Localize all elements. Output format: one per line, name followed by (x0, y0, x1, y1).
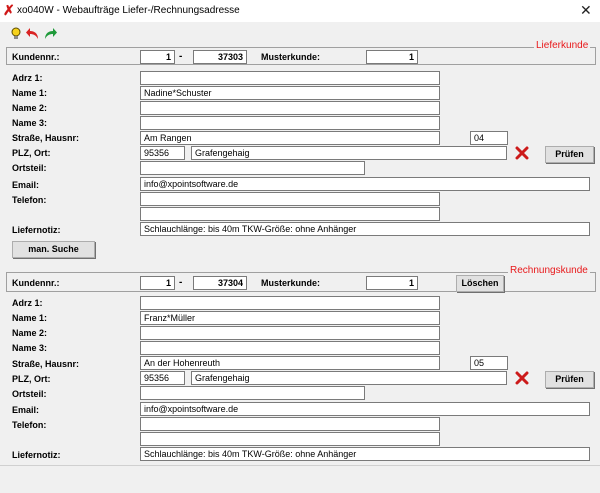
rechnung-musterkunde-field[interactable]: 1 (366, 276, 418, 290)
rechnung-musterkunde-label: Musterkunde: (261, 278, 321, 288)
liefer-plz-field[interactable]: 95356 (140, 146, 185, 160)
liefer-liefernotiz-field[interactable]: Schlauchlänge: bis 40m TKW-Größe: ohne Anhänger (140, 222, 590, 236)
man-suche-button[interactable]: man. Suche (12, 241, 95, 258)
rechnung-name3-field[interactable] (140, 341, 440, 355)
lightbulb-icon[interactable] (8, 26, 24, 42)
rechnung-strasse-field[interactable]: An der Hohenreuth (140, 356, 440, 370)
lieferkunde-legend: Lieferkunde (536, 40, 589, 51)
liefer-email-label: Email: (12, 180, 40, 190)
liefer-musterkunde-label: Musterkunde: (261, 52, 321, 62)
rechnung-adrz1-label: Adrz 1: (12, 298, 43, 308)
rechnung-red-x-icon (515, 371, 529, 385)
liefer-hausnr-field[interactable]: 04 (470, 131, 508, 145)
rechnung-telefon1-field[interactable] (140, 417, 440, 431)
liefer-pruefen-button[interactable]: Prüfen (545, 146, 594, 163)
window-title: xo040W - Webaufträge Liefer-/Rechnungsadresse (17, 5, 240, 16)
rechnung-ort-field[interactable]: Grafengehaig (191, 371, 507, 385)
rechnung-email-label: Email: (12, 405, 40, 415)
rechnung-plz-field[interactable]: 95356 (140, 371, 185, 385)
liefer-kundennr-b-field[interactable]: 37303 (193, 50, 247, 64)
rechnung-name1-field[interactable]: Franz*Müller (140, 311, 440, 325)
rechnung-name2-field[interactable] (140, 326, 440, 340)
liefer-telefon-label: Telefon: (12, 195, 47, 205)
liefer-strasse-label: Straße, Hausnr: (12, 133, 80, 143)
liefer-email-field[interactable]: info@xpointsoftware.de (140, 177, 590, 191)
liefer-dash: - (179, 51, 183, 62)
rechnung-kundennr-label: Kundennr.: (12, 278, 60, 288)
liefer-red-x-icon (515, 146, 529, 160)
liefer-musterkunde-field[interactable]: 1 (366, 50, 418, 64)
rechnung-strasse-label: Straße, Hausnr: (12, 359, 80, 369)
rechnung-plzort-label: PLZ, Ort: (12, 374, 51, 384)
rechnung-name1-label: Name 1: (12, 313, 48, 323)
liefer-kundennr-a-field[interactable]: 1 (140, 50, 175, 64)
title-bar (0, 0, 600, 22)
rechnung-adrz1-field[interactable] (140, 296, 440, 310)
liefer-name1-field[interactable]: Nadine*Schuster (140, 86, 440, 100)
rechnung-liefernotiz-label: Liefernotiz: (12, 450, 61, 460)
rechnung-email-field[interactable]: info@xpointsoftware.de (140, 402, 590, 416)
rechnungskunde-legend: Rechnungskunde (510, 265, 588, 276)
rechnung-pruefen-button[interactable]: Prüfen (545, 371, 594, 388)
undo-arrow-icon[interactable] (25, 26, 41, 42)
liefer-strasse-field[interactable]: Am Rangen (140, 131, 440, 145)
liefer-adrz1-label: Adrz 1: (12, 73, 43, 83)
toolbar (0, 22, 600, 44)
rechnung-dash: - (179, 277, 183, 288)
liefer-name3-label: Name 3: (12, 118, 48, 128)
redo-arrow-icon[interactable] (42, 26, 58, 42)
rechnung-telefon-label: Telefon: (12, 420, 47, 430)
liefer-telefon2-field[interactable] (140, 207, 440, 221)
rechnung-kundennr-b-field[interactable]: 37304 (193, 276, 247, 290)
loeschen-button[interactable]: Löschen (456, 275, 504, 292)
rechnung-ortsteil-field[interactable] (140, 386, 365, 400)
rechnung-ortsteil-label: Ortsteil: (12, 389, 47, 399)
liefer-plzort-label: PLZ, Ort: (12, 148, 51, 158)
liefer-ortsteil-label: Ortsteil: (12, 163, 47, 173)
rechnung-telefon2-field[interactable] (140, 432, 440, 446)
close-icon[interactable]: ✕ (580, 2, 592, 18)
footer-divider (0, 465, 600, 466)
liefer-name3-field[interactable] (140, 116, 440, 130)
rechnung-kundennr-a-field[interactable]: 1 (140, 276, 175, 290)
liefer-liefernotiz-label: Liefernotiz: (12, 225, 61, 235)
liefer-ortsteil-field[interactable] (140, 161, 365, 175)
liefer-name1-label: Name 1: (12, 88, 48, 98)
liefer-name2-label: Name 2: (12, 103, 48, 113)
rechnung-hausnr-field[interactable]: 05 (470, 356, 508, 370)
rechnung-name3-label: Name 3: (12, 343, 48, 353)
liefer-telefon1-field[interactable] (140, 192, 440, 206)
liefer-ort-field[interactable]: Grafengehaig (191, 146, 507, 160)
rechnung-name2-label: Name 2: (12, 328, 48, 338)
liefer-kundennr-label: Kundennr.: (12, 52, 60, 62)
rechnung-liefernotiz-field[interactable]: Schlauchlänge: bis 40m TKW-Größe: ohne Anhänger (140, 447, 590, 461)
x-app-icon: ✗ (3, 2, 15, 18)
liefer-adrz1-field[interactable] (140, 71, 440, 85)
liefer-name2-field[interactable] (140, 101, 440, 115)
